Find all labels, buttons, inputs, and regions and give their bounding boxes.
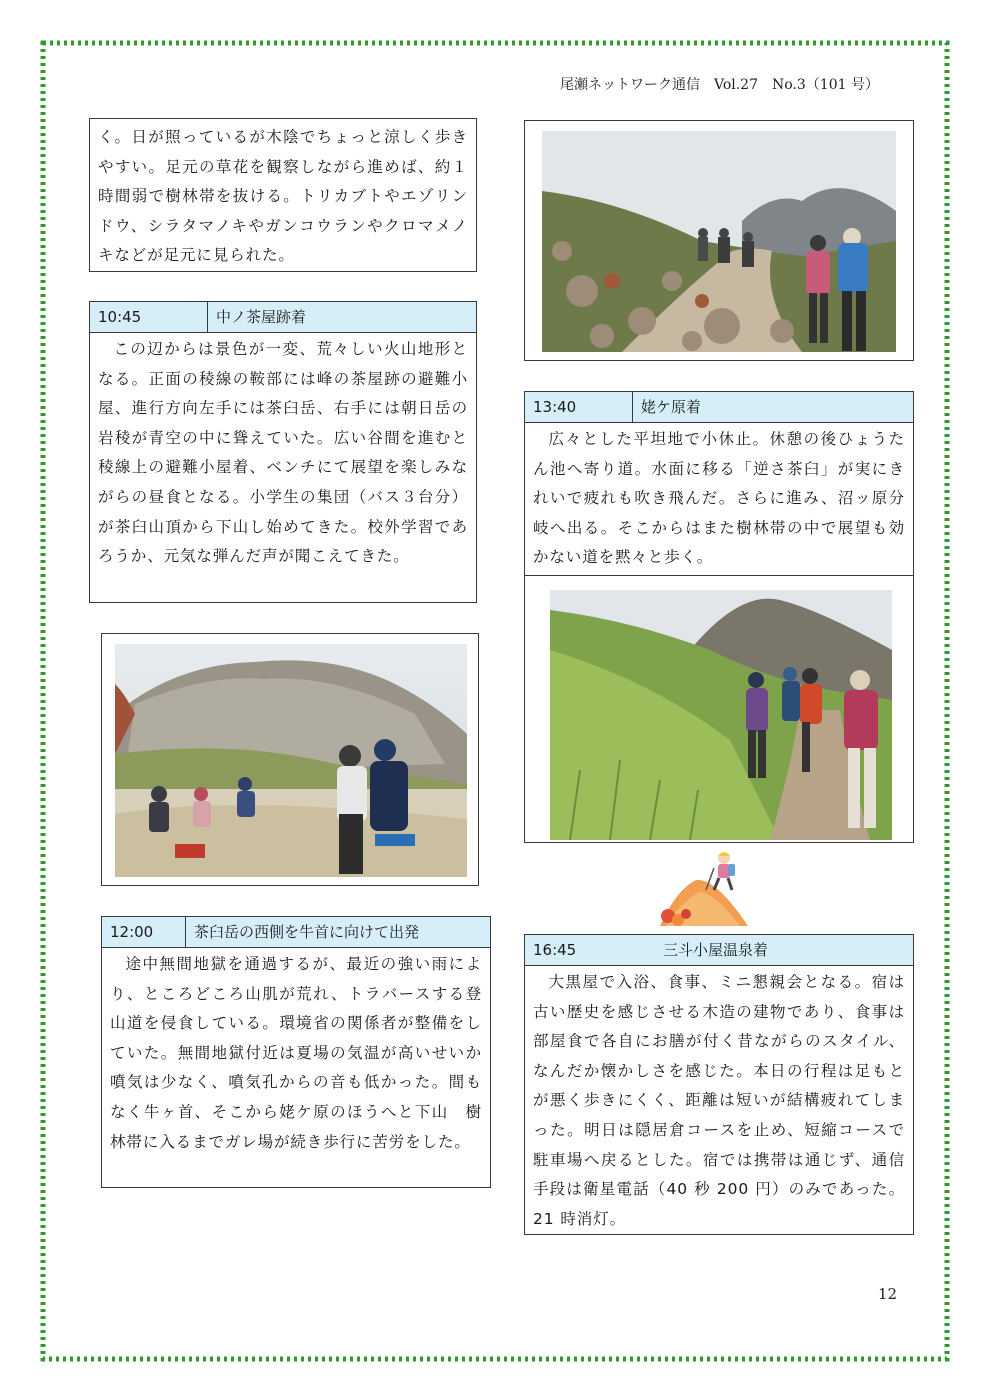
section-header [525,935,913,966]
section-1340 [524,391,914,843]
hiker-mountain-illustration-icon [656,850,752,930]
section-title: 三斗小屋温泉着 [663,941,769,959]
section-time: 10:45 [90,302,208,332]
newsletter-header: 尾瀬ネットワーク通信 Vol.27 No.3（101 号） [560,77,879,93]
photo-area [525,575,913,844]
lunch-break-photo [101,633,479,886]
section-1645 [524,934,914,1235]
section-body: 大黒屋で入浴、食事、ミニ懇親会となる。宿は古い歴史を感じさせる木造の建物であり、食事は部屋食で各自にお膳が付く昔ながらのスタイル、なんだか懐かしさを感じた。本日の行程は足もとが悪く歩きにくく、距離は短いが結構疲れてしまった。明日は隠居倉コースを止め、短縮コースで駐車場へ戻るとした。宿では携帯は通じず、通信手段は衛星電話（40 秒 200 円）のみであった。21 時消灯。 [533,973,905,1228]
section-1200 [101,916,491,1188]
section-body: 広々とした平坦地で小休止。休憩の後ひょうたん池へ寄り道。水面に移る「逆さ茶臼」が実にきれいで疲れも吹き飛んだ。さらに進み、沼ッ原分岐へ出る。そこからはまた樹林帯の中で展望も効かない道を黙々と歩く。 [533,430,905,567]
section-header [90,302,476,333]
section-time: 12:00 [102,917,186,947]
section-1045 [89,301,477,603]
hikers-rocky-trail-photo-icon [542,131,896,352]
section-time: 16:45 [533,941,577,959]
section-body: この辺からは景色が一変、荒々しい火山地形となる。正面の稜線の鞍部には峰の茶屋跡の避難小屋、進行方向左手には茶臼岳、右手には朝日岳の岩稜が青空の中に聳えていた。広い谷間を進むと稜線上の避難小屋着、ベンチにて展望を楽しみながらの昼食となる。小学生の集団（バス３台分）が茶臼山頂から下山し始めてきた。校外学習であろうか、元気な弾んだ声が聞こえてきた。 [98,340,468,566]
section-header [525,392,913,423]
page-number: 12 [878,1285,898,1303]
rocky-trail-photo [524,120,914,361]
section-title: 姥ケ原着 [641,398,702,416]
section-body: 途中無間地獄を通過するが、最近の強い雨により、ところどころ山肌が荒れ、トラバースする登山道を侵食している。環境省の関係者が整備をしていた。無間地獄付近は夏場の気温が高いせいか噴気は少なく、噴気孔からの音も低かった。間もなく牛ヶ首、そこから姥ケ原のほうへと下山 樹林帯に入るまでガレ場が続き歩行に苦労をした。 [110,955,482,1151]
section-time: 13:40 [525,392,633,422]
section-title: 茶臼岳の西側を牛首に向けて出発 [194,923,420,941]
lunch-break-volcano-photo-icon [115,644,467,877]
section-title: 中ノ茶屋跡着 [216,308,307,326]
intro-text: く。日が照っているが木陰でちょっと涼しく歩きやすい。足元の草花を観察しながら進めば、約１時間弱で樹林帯を抜ける。トリカブトやエゾリンドウ、シラタマノキやガンコウランやクロマメノキなどが足元に見られた。 [98,128,468,265]
hikers-grassy-slope-photo-icon [550,590,892,840]
section-header [102,917,490,948]
intro-text-box [89,118,477,272]
